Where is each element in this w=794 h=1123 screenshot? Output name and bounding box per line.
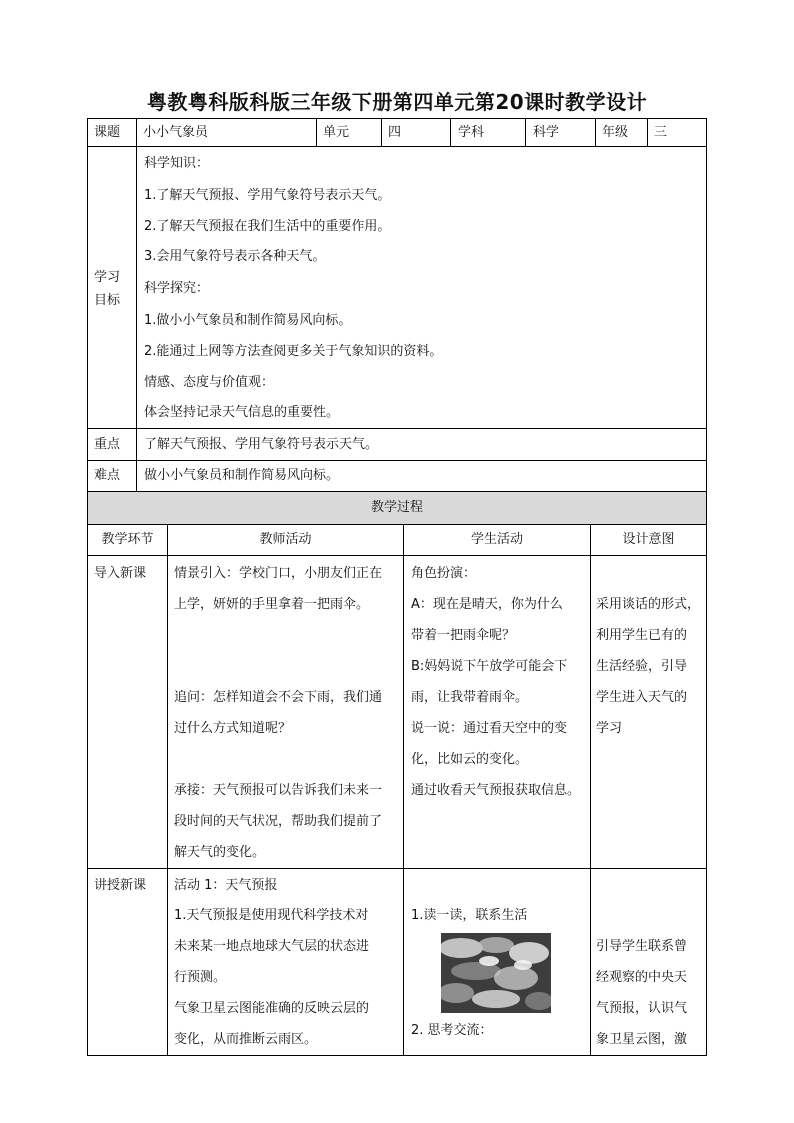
process-header: 教学过程 bbox=[370, 500, 423, 515]
student-line: 化，比如云的变化。 bbox=[411, 752, 529, 767]
difficulty-label: 难点 bbox=[94, 468, 121, 483]
intent-line: 引导学生联系曾 bbox=[596, 939, 688, 954]
teacher-line: 承接：天气预报可以告诉我们未来一 bbox=[174, 783, 383, 798]
student-line: 带着一把雨伞呢？ bbox=[411, 628, 516, 643]
grade-value: 三 bbox=[654, 125, 668, 140]
teacher-line: 气象卫星云图能准确的反映云层的 bbox=[174, 1001, 370, 1016]
student-line: B:妈妈说下午放学可能会下 bbox=[411, 659, 568, 674]
column-header-teacher: 教师活动 bbox=[259, 532, 312, 547]
teacher-line: 段时间的天气状况，帮助我们提前了 bbox=[174, 814, 383, 829]
intent-line: 经观察的中央天 bbox=[596, 970, 688, 985]
lecture-student-bottom: 2. 思考交流： bbox=[411, 1023, 493, 1038]
document-title: 粤教粤科版科版三年级下册第四单元第20课时教学设计 bbox=[146, 90, 648, 114]
objectives-label-line2: 目标 bbox=[94, 293, 121, 308]
column-header-intent: 设计意图 bbox=[622, 532, 675, 547]
student-line: 说一说：通过看天空中的变 bbox=[411, 721, 568, 736]
teacher-line: 追问：怎样知道会不会下雨，我们通 bbox=[174, 690, 383, 705]
objective-line: 体会坚持记录天气信息的重要性。 bbox=[144, 405, 340, 420]
teacher-line: 解天气的变化。 bbox=[174, 845, 266, 860]
stage-lecture: 讲授新课 bbox=[94, 878, 147, 893]
student-line: 通过收看天气预报获取信息。 bbox=[411, 783, 581, 798]
teacher-line: 情景引入：学校门口，小朋友们正在 bbox=[174, 566, 383, 581]
teacher-line: 变化，从而推断云雨区。 bbox=[174, 1032, 318, 1047]
stage-intro: 导入新课 bbox=[94, 566, 147, 581]
lecture-student-top: 1.读一读，联系生活 bbox=[411, 908, 528, 923]
student-line: 角色扮演： bbox=[411, 566, 477, 581]
objective-line: 3.会用气象符号表示各种天气。 bbox=[144, 249, 326, 264]
intent-line: 象卫星云图，激 bbox=[596, 1032, 688, 1047]
unit-value: 四 bbox=[388, 125, 402, 140]
column-header-student: 学生活动 bbox=[470, 532, 523, 547]
teacher-line: 活动 1：天气预报 bbox=[174, 878, 278, 893]
teacher-line: 未来某一地点地球大气层的状态进 bbox=[174, 939, 370, 954]
teacher-line: 1.天气预报是使用现代科学技术对 bbox=[174, 908, 369, 923]
objective-line: 科学知识： bbox=[144, 156, 210, 171]
objectives-label-line1: 学习 bbox=[94, 270, 121, 285]
objective-line: 1.了解天气预报、学用气象符号表示天气。 bbox=[144, 188, 391, 203]
objective-line: 2.了解天气预报在我们生活中的重要作用。 bbox=[144, 219, 391, 234]
key-point-label: 重点 bbox=[94, 437, 121, 452]
teacher-line: 过什么方式知道呢？ bbox=[174, 721, 292, 736]
key-point-value: 了解天气预报、学用气象符号表示天气。 bbox=[144, 437, 379, 452]
difficulty-value: 做小小气象员和制作简易风向标。 bbox=[144, 468, 340, 483]
objective-line: 科学探究： bbox=[144, 281, 210, 296]
intent-line: 气预报，认识气 bbox=[596, 1001, 688, 1016]
student-line: 雨，让我带着雨伞。 bbox=[411, 690, 529, 705]
teacher-line: 行预测。 bbox=[174, 970, 227, 985]
student-line: A：现在是晴天，你为什么 bbox=[411, 597, 563, 612]
course-label: 课题 bbox=[94, 125, 121, 140]
intent-line: 学习 bbox=[596, 721, 623, 736]
objective-line: 2.能通过上网等方法查阅更多关于气象知识的资料。 bbox=[144, 344, 443, 359]
objective-line: 1.做小小气象员和制作简易风向标。 bbox=[144, 313, 352, 328]
subject-value: 科学 bbox=[533, 125, 560, 140]
teacher-line: 上学，妍妍的手里拿着一把雨伞。 bbox=[174, 597, 370, 612]
intent-line: 学生进入天气的 bbox=[596, 690, 688, 705]
intent-line: 生活经验，引导 bbox=[596, 659, 688, 674]
course-value: 小小气象员 bbox=[143, 125, 209, 140]
grade-label: 年级 bbox=[602, 125, 629, 140]
unit-label: 单元 bbox=[323, 125, 350, 140]
intent-line: 采用谈话的形式， bbox=[596, 597, 701, 612]
objective-line: 情感、态度与价值观： bbox=[144, 375, 275, 390]
column-header-stage: 教学环节 bbox=[101, 532, 154, 547]
intent-line: 利用学生已有的 bbox=[596, 628, 688, 643]
subject-label: 学科 bbox=[458, 125, 485, 140]
satellite-cloud-image bbox=[441, 933, 551, 1013]
